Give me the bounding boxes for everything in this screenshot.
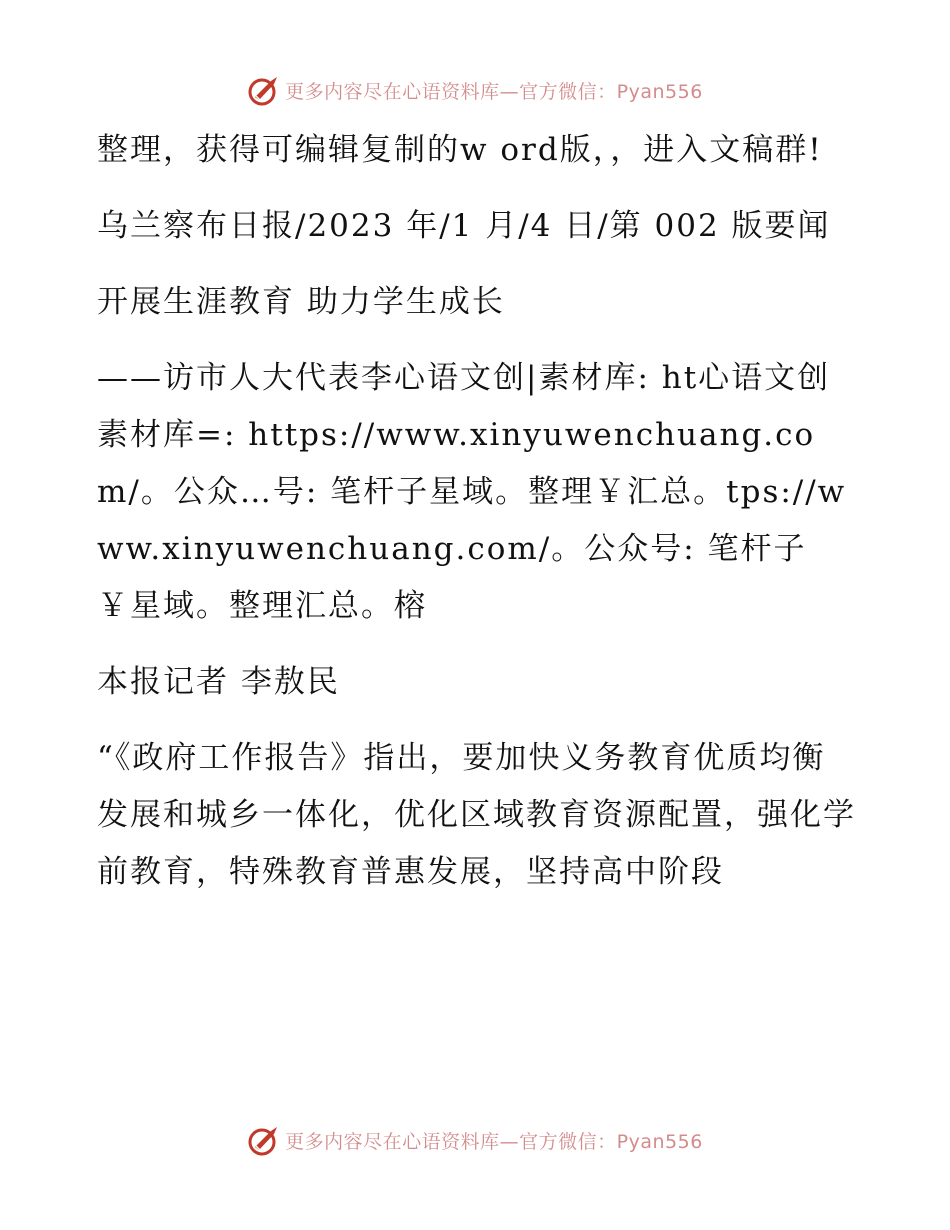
body-paragraph: “《政府工作报告》指出，要加快义务教育优质均衡发展和城乡一体化，优化区域教育资源配置，强化学前教育，特殊教育普惠发展，坚持高中阶段 [97,740,856,890]
header-banner [0,70,950,110]
pen-logo-icon [247,73,281,107]
banner-text: 更多内容尽在心语资料库—官方微信：Pyan556 [285,80,703,103]
source-line: 乌兰察布日报/2023 年/1 月/4 日/第 002 版要闻 [97,208,831,244]
article-title: 开展生涯教育 助力学生成长 [97,284,505,320]
footer-banner [0,1120,950,1160]
banner-text: 更多内容尽在心语资料库—官方微信：Pyan556 [285,1130,703,1153]
document-body [97,122,857,920]
pen-logo-icon [247,1123,281,1157]
intro-note: 整理，获得可编辑复制的w ord版，，进入文稿群! [97,132,823,168]
byline: 本报记者 李敖民 [97,664,340,700]
article-subtitle: ——访市人大代表李心语文创|素材库: ht心语文创素材库=: https://www.xinyuwenchuang.com/。公众…号: 笔杆子星域。整理￥汇总。tps://www.xinyuwenchuang.com/。公众号: 笔杆子￥星域。整理汇总。榕 [97,360,847,624]
